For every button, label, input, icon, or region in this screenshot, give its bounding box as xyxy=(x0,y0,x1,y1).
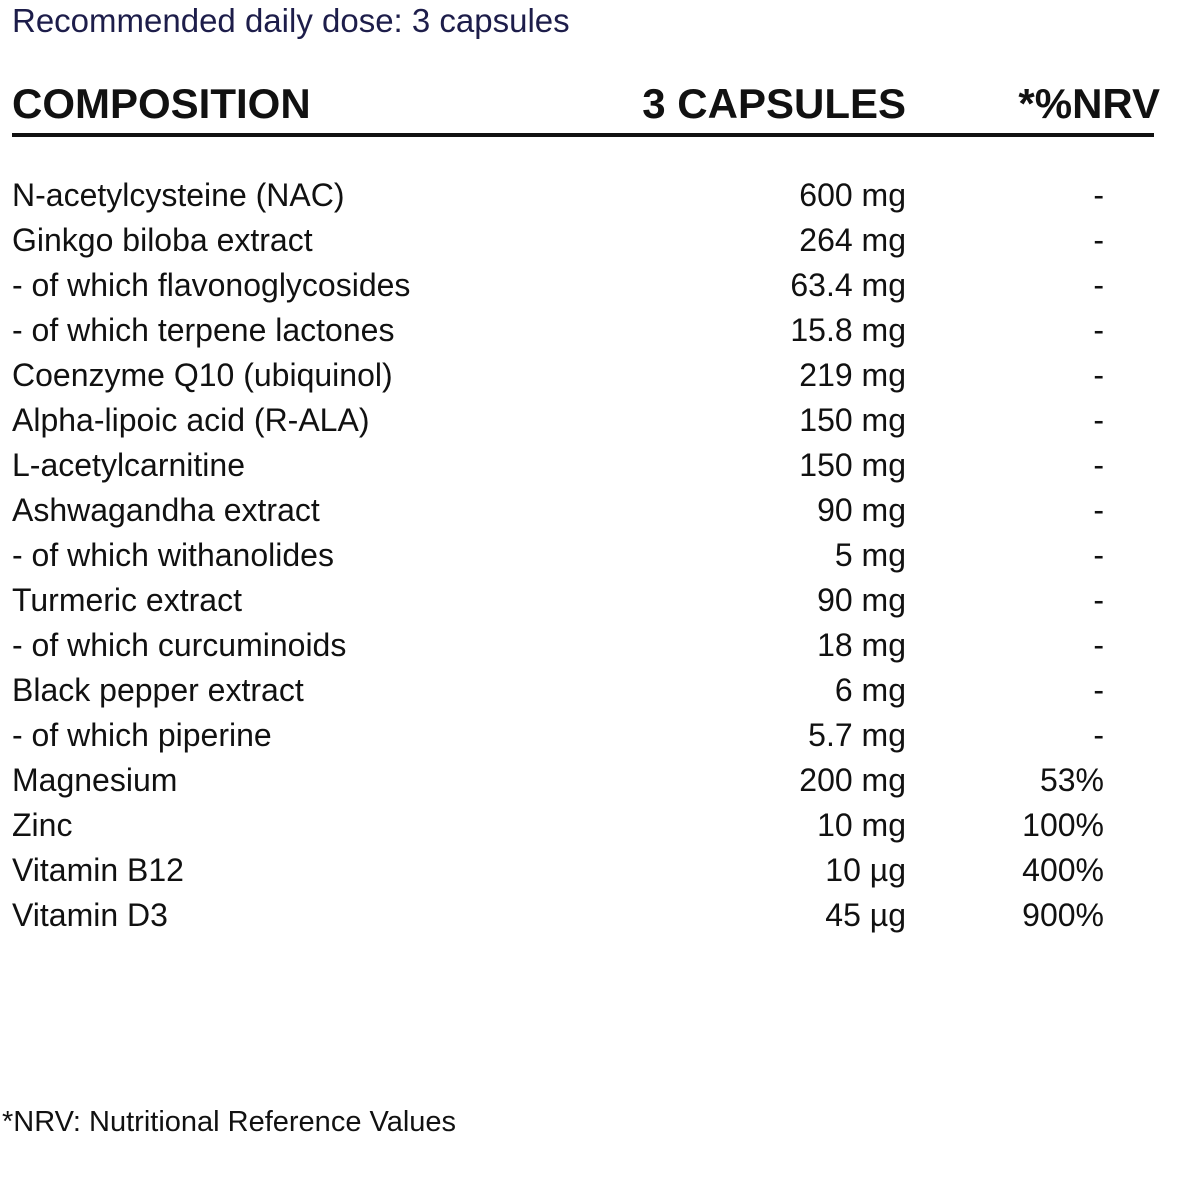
ingredient-name: - of which curcuminoids xyxy=(12,627,347,663)
ingredient-name: Vitamin D3 xyxy=(12,897,168,933)
header-divider xyxy=(12,133,1154,137)
table-row xyxy=(12,443,1104,488)
ingredient-nrv: - xyxy=(1093,492,1104,528)
ingredient-name: - of which piperine xyxy=(12,717,272,753)
ingredient-amount: 18 mg xyxy=(817,627,906,663)
ingredient-amount: 600 mg xyxy=(799,177,906,213)
ingredient-name: Turmeric extract xyxy=(12,582,242,618)
ingredient-name: - of which terpene lactones xyxy=(12,312,395,348)
ingredient-name: N-acetylcysteine (NAC) xyxy=(12,177,345,213)
ingredient-nrv: 53% xyxy=(1039,762,1104,798)
table-row xyxy=(12,173,1104,218)
header-amount: 3 CAPSULES xyxy=(642,80,906,127)
ingredient-nrv: - xyxy=(1093,222,1104,258)
ingredient-name: Alpha-lipoic acid (R-ALA) xyxy=(12,402,370,438)
ingredient-name: Ashwagandha extract xyxy=(12,492,320,528)
ingredient-amount: 15.8 mg xyxy=(790,312,906,348)
ingredient-amount: 90 mg xyxy=(817,492,906,528)
ingredient-nrv: - xyxy=(1093,582,1104,618)
dose-instructions: Recommended daily dose: 3 capsules xyxy=(12,2,570,39)
ingredient-amount: 45 µg xyxy=(825,897,906,933)
ingredient-name: Black pepper extract xyxy=(12,672,304,708)
table-row xyxy=(12,533,1104,578)
table-row xyxy=(12,758,1104,803)
ingredient-nrv: - xyxy=(1093,672,1104,708)
table-row xyxy=(12,893,1104,938)
table-row xyxy=(12,488,1104,533)
header-composition: COMPOSITION xyxy=(12,80,311,127)
ingredient-nrv: 900% xyxy=(1022,897,1104,933)
table-row xyxy=(12,803,1104,848)
table-row xyxy=(12,218,1104,263)
ingredient-name: Ginkgo biloba extract xyxy=(12,222,313,258)
ingredient-amount: 150 mg xyxy=(799,402,906,438)
ingredient-nrv: - xyxy=(1093,537,1104,573)
ingredient-amount: 5 mg xyxy=(834,537,906,573)
footnote: *NRV: Nutritional Reference Values xyxy=(2,1106,457,1138)
ingredient-nrv: - xyxy=(1093,717,1104,753)
ingredient-amount: 10 mg xyxy=(817,807,906,843)
table-row xyxy=(12,353,1104,398)
ingredient-amount: 200 mg xyxy=(799,762,906,798)
ingredient-name: - of which withanolides xyxy=(12,537,334,573)
table-row xyxy=(12,578,1104,623)
ingredient-nrv: - xyxy=(1093,627,1104,663)
ingredient-name: L-acetylcarnitine xyxy=(12,447,245,483)
table-row xyxy=(12,668,1104,713)
ingredient-name: Vitamin B12 xyxy=(12,852,184,888)
ingredient-amount: 150 mg xyxy=(799,447,906,483)
table-header xyxy=(12,80,1160,132)
ingredient-nrv: 400% xyxy=(1022,852,1104,888)
ingredient-nrv: - xyxy=(1093,402,1104,438)
ingredient-amount: 219 mg xyxy=(799,357,906,393)
ingredient-amount: 63.4 mg xyxy=(790,267,906,303)
table-row xyxy=(12,713,1104,758)
ingredient-name: Magnesium xyxy=(12,762,178,798)
table-row xyxy=(12,308,1104,353)
ingredient-amount: 90 mg xyxy=(817,582,906,618)
table-row xyxy=(12,848,1104,893)
ingredient-name: Coenzyme Q10 (ubiquinol) xyxy=(12,357,393,393)
ingredient-nrv: - xyxy=(1093,312,1104,348)
ingredient-nrv: - xyxy=(1093,447,1104,483)
ingredient-name: Zinc xyxy=(12,807,73,843)
ingredient-name: - of which flavonoglycosides xyxy=(12,267,411,303)
ingredient-nrv: - xyxy=(1093,357,1104,393)
ingredient-amount: 10 µg xyxy=(825,852,906,888)
table-row xyxy=(12,623,1104,668)
table-row xyxy=(12,263,1104,308)
ingredient-amount: 6 mg xyxy=(834,672,906,708)
ingredient-nrv: - xyxy=(1093,177,1104,213)
header-nrv: *%NRV xyxy=(1018,80,1160,127)
composition-table xyxy=(12,173,1104,938)
ingredient-nrv: - xyxy=(1093,267,1104,303)
ingredient-amount: 5.7 mg xyxy=(808,717,906,753)
ingredient-amount: 264 mg xyxy=(799,222,906,258)
table-row xyxy=(12,398,1104,443)
ingredient-nrv: 100% xyxy=(1022,807,1104,843)
